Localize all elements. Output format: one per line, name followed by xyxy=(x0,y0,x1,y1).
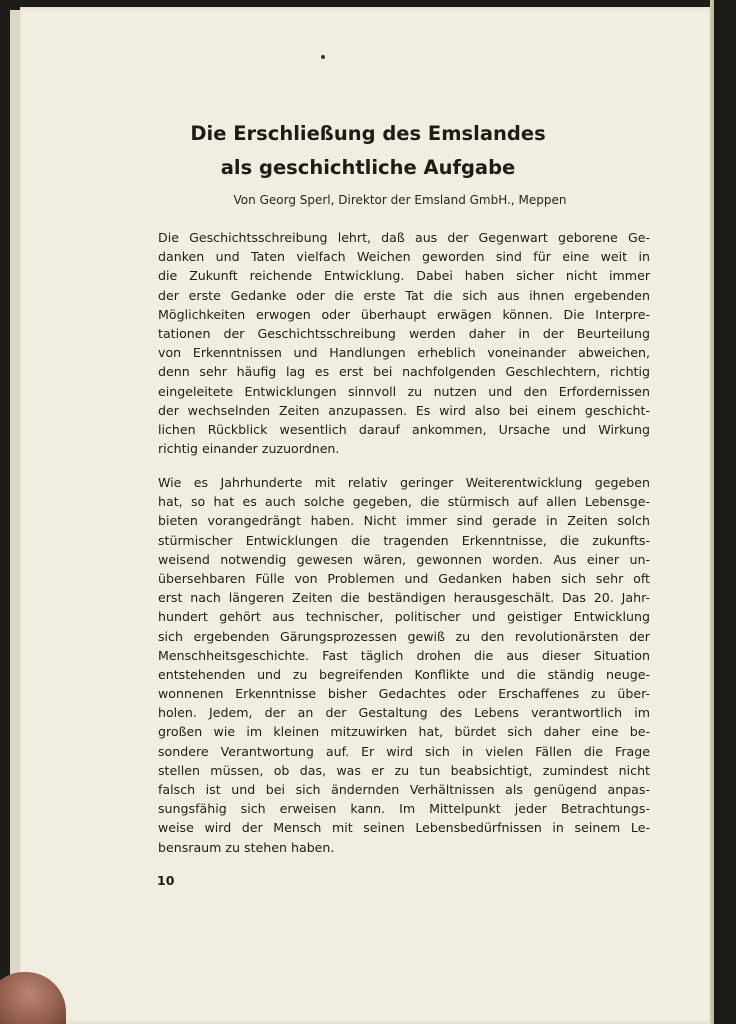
text-line: von Erkenntnissen und Handlungen erheblich voneinander abweichen, xyxy=(158,345,650,361)
author-byline: Von Georg Sperl, Direktor der Emsland GmbH., Meppen xyxy=(233,193,567,207)
article-title-line-2: als geschichtliche Aufgabe xyxy=(220,156,516,179)
text-line: richtig einander zuzuordnen. xyxy=(158,441,340,457)
text-line: Die Geschichtsschreibung lehrt, daß aus der Gegenwart geborene Ge- xyxy=(158,230,650,245)
text-line: tationen der Geschichtsschreibung werden daher in der Beurteilung xyxy=(158,325,650,341)
text-line: stürmischer Entwicklungen die tragenden Erkenntnisse, die zukunfts- xyxy=(158,532,650,548)
page-number: 10 xyxy=(157,873,175,888)
text-line: eingeleitete Entwicklungen sinnvoll zu nutzen und den Erfordernissen xyxy=(158,383,650,399)
text-line: entstehenden und zu begreifenden Konflikte und die ständig neuge- xyxy=(158,666,650,682)
text-line: sungsfähig sich erweisen kann. Im Mittelpunkt jeder Betrachtungs- xyxy=(158,801,650,817)
text-line: der wechselnden Zeiten anzupassen. Es wird also bei einem geschicht- xyxy=(158,402,650,418)
text-line: falsch ist und bei sich ändernden Verhältnissen als genügend anpas- xyxy=(158,782,650,797)
text-line: hat, so hat es auch solche gegeben, die stürmisch auf allen Lebensge- xyxy=(158,494,650,510)
text-line: lichen Rückblick wesentlich darauf ankommen, Ursache und Wirkung xyxy=(158,421,650,437)
text-line: großen wie im kleinen mitzuwirken hat, bürdet sich daher eine be- xyxy=(158,724,650,740)
article-title-line-1: Die Erschließung des Emslandes xyxy=(190,122,546,145)
background-shadow xyxy=(714,0,736,1024)
text-line: sondere Verantwortung auf. Er wird sich in vielen Fällen die Frage xyxy=(158,743,650,759)
text-line: weisend notwendig gewesen wären, gewonnen worden. Aus einer un- xyxy=(158,551,650,567)
text-line: holen. Jedem, der an der Gestaltung des Lebens verantwortlich im xyxy=(158,705,650,721)
text-line: übersehbaren Fülle von Problemen und Gedanken haben sich sehr oft xyxy=(158,570,650,586)
text-line: sich ergebenden Gärungsprozessen gewiß zu den revolutionärsten der xyxy=(158,628,650,644)
text-line: der erste Gedanke oder die erste Tat die sich aus ihnen ergebenden xyxy=(158,287,650,303)
text-line: erst nach längeren Zeiten die beständigen herausgeschält. Das 20. Jahr- xyxy=(158,590,650,606)
text-line: Wie es Jahrhunderte mit relativ geringer Weiterentwicklung gegeben xyxy=(158,475,650,490)
text-line: denn sehr häufig lag es erst bei nachfolgenden Geschlechtern, richtig xyxy=(158,364,650,380)
text-line: wonnenen Erkenntnisse bisher Gedachtes oder Erschaffenes zu über- xyxy=(158,686,650,702)
text-line: bensraum zu stehen haben. xyxy=(158,839,335,855)
text-line: Menschheitsgeschichte. Fast täglich drohen die aus dieser Situation xyxy=(158,647,650,663)
text-line: Möglichkeiten erwogen oder überhaupt erwägen können. Die Interpre- xyxy=(158,306,650,322)
text-line: hundert gehört aus technischer, politischer und geistiger Entwicklung xyxy=(158,609,650,625)
text-line: stellen müssen, ob das, was er zu tun beabsichtigt, zumindest nicht xyxy=(158,762,650,778)
paragraph-1 xyxy=(158,228,650,458)
text-line: weise wird der Mensch mit seinen Lebensbedürfnissen in seinem Le- xyxy=(158,820,650,836)
text-line: danken und Taten vielfach Weichen geworden sind für eine weit in xyxy=(158,249,650,265)
printer-dot xyxy=(321,55,325,59)
text-line: die Zukunft reichende Entwicklung. Dabei haben sicher nicht immer xyxy=(158,268,650,284)
text-line: bieten vorangedrängt haben. Nicht immer sind gerade in Zeiten solch xyxy=(158,513,650,529)
paragraph-2 xyxy=(158,473,650,857)
